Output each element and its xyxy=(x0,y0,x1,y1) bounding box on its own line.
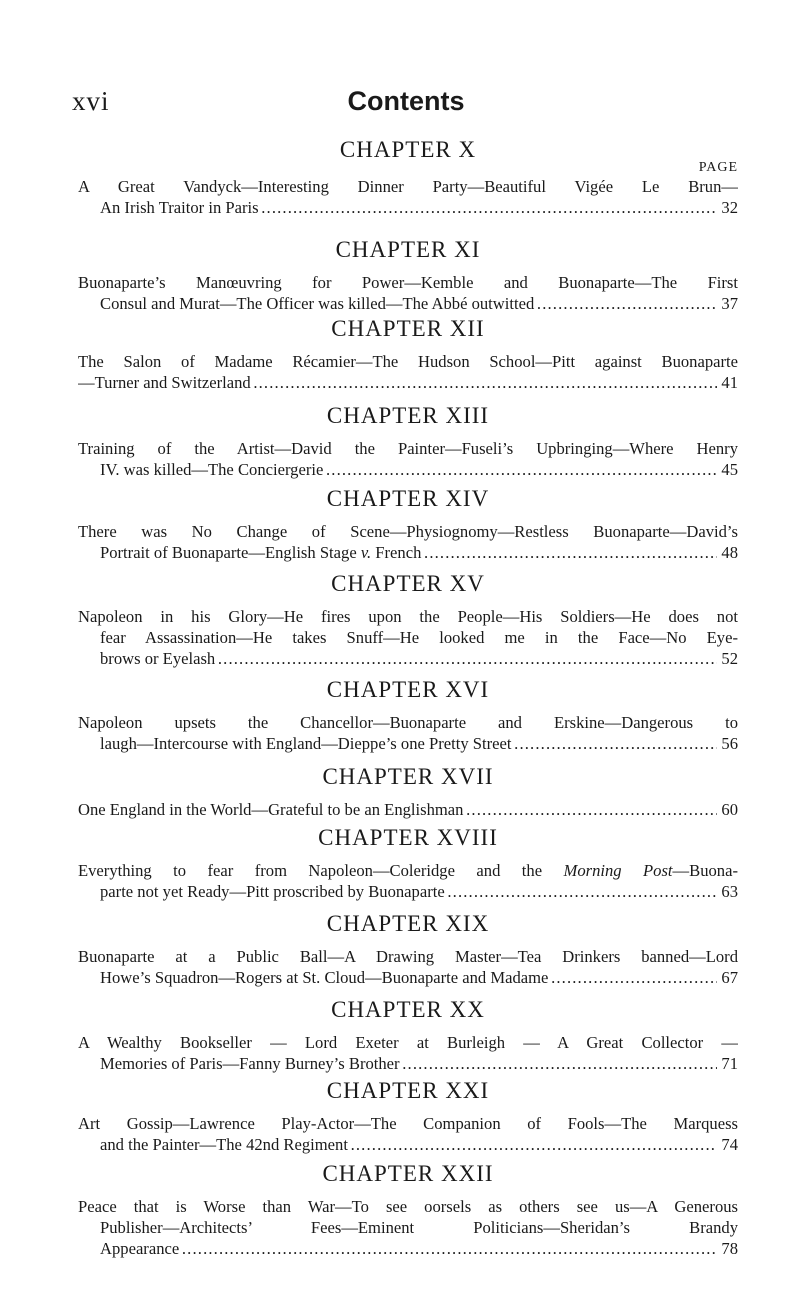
chapter-xiii xyxy=(78,402,738,480)
chapter-heading: CHAPTER XIX xyxy=(326,911,490,936)
summary-line: A Wealthy Bookseller — Lord Exeter at Burleigh — A Great Collector — xyxy=(78,1033,738,1052)
page-number: 32 xyxy=(717,197,738,218)
page-title: Contents xyxy=(347,86,465,116)
chapter-x xyxy=(78,136,738,218)
summary-line: There was No Change of Scene—Physiognomy—Restless Buonaparte—David’s xyxy=(78,522,738,541)
chapter-xix xyxy=(78,910,738,988)
summary-line: The Salon of Madame Récamier—The Hudson School—Pitt against Buonaparte xyxy=(78,352,738,371)
chapter-summary xyxy=(78,1032,738,1074)
chapter-summary xyxy=(78,438,738,480)
page-number: 74 xyxy=(717,1134,738,1155)
chapter-heading: CHAPTER XVII xyxy=(322,764,494,789)
summary-line: Buonaparte’s Manœuvring for Power—Kemble and Buonaparte—The First xyxy=(78,273,738,292)
summary-line: Publisher—Architects’ Fees—Eminent Politicians—Sheridan’s Brandy xyxy=(100,1218,738,1237)
chapter-xi xyxy=(78,236,738,314)
page-number: 48 xyxy=(717,542,738,563)
summary-line: Peace that is Worse than War—To see oorsels as others see us—A Generous xyxy=(78,1197,738,1216)
chapter-summary xyxy=(78,606,738,669)
page-number: 67 xyxy=(717,967,738,988)
chapter-summary xyxy=(78,272,738,314)
chapter-heading: CHAPTER XI xyxy=(335,237,481,262)
chapter-summary xyxy=(78,946,738,988)
page-number: 78 xyxy=(717,1238,738,1259)
chapter-xxi xyxy=(78,1077,738,1155)
chapter-heading: CHAPTER XVI xyxy=(326,677,490,702)
chapter-summary xyxy=(78,1113,738,1155)
summary-line: fear Assassination—He takes Snuff—He looked me in the Face—No Eye- xyxy=(100,628,738,647)
chapter-heading: CHAPTER XIII xyxy=(326,403,490,428)
chapter-xiv xyxy=(78,485,738,563)
page-number: 52 xyxy=(717,648,738,669)
summary-last-line: Consul and Murat—The Officer was killed—The Abbé outwitted . . . 37 xyxy=(78,293,738,314)
chapter-heading: CHAPTER XVIII xyxy=(318,825,498,850)
page-number: 60 xyxy=(717,799,738,820)
summary-line: Napoleon in his Glory—He fires upon the People—His Soldiers—He does not xyxy=(78,607,738,626)
chapter-summary xyxy=(78,799,738,820)
chapter-summary xyxy=(78,351,738,393)
running-head xyxy=(72,86,740,126)
summary-last-line: IV. was killed—The Conciergerie . . . 45 xyxy=(78,459,738,480)
chapter-xvii xyxy=(78,763,738,820)
summary-last-line: and the Painter—The 42nd Regiment . . . 74 xyxy=(78,1134,738,1155)
chapter-heading: CHAPTER XXI xyxy=(326,1078,490,1103)
chapter-xx xyxy=(78,996,738,1074)
summary-last-line: Howe’s Squadron—Rogers at St. Cloud—Buonaparte and Madame . . . 67 xyxy=(78,967,738,988)
page-number: 56 xyxy=(717,733,738,754)
summary-last-line: An Irish Traitor in Paris . . . 32 xyxy=(78,197,738,218)
chapter-xvi xyxy=(78,676,738,754)
chapter-xv xyxy=(78,570,738,669)
summary-last-line: Portrait of Buonaparte—English Stage v. French . . . 48 xyxy=(78,542,738,563)
summary-last-line: Memories of Paris—Fanny Burney’s Brother . . . 71 xyxy=(78,1053,738,1074)
chapter-heading: CHAPTER XV xyxy=(331,571,485,596)
chapter-summary xyxy=(78,860,738,902)
chapter-heading: CHAPTER XII xyxy=(331,316,485,341)
page-column-label: PAGE xyxy=(698,160,738,175)
page-number: 37 xyxy=(717,293,738,314)
chapter-heading: CHAPTER XX xyxy=(331,997,485,1022)
chapter-xviii xyxy=(78,824,738,902)
chapter-xii xyxy=(78,315,738,393)
chapter-summary xyxy=(78,521,738,563)
chapter-summary xyxy=(78,712,738,754)
summary-line: A Great Vandyck—Interesting Dinner Party—Beautiful Vigée Le Brun— xyxy=(78,177,738,196)
summary-last-line: Appearance . . . 78 xyxy=(78,1238,738,1259)
summary-line: Buonaparte at a Public Ball—A Drawing Master—Tea Drinkers banned—Lord xyxy=(78,947,738,966)
summary-last-line: parte not yet Ready—Pitt proscribed by Buonaparte . . . 63 xyxy=(78,881,738,902)
summary-last-line: —Turner and Switzerland . . . 41 xyxy=(78,372,738,393)
summary-last-line: One England in the World—Grateful to be an Englishman . . . 60 xyxy=(78,799,738,820)
summary-line: Everything to fear from Napoleon—Coleridge and the Morning Post—Buona- xyxy=(78,861,738,880)
summary-line: Napoleon upsets the Chancellor—Buonaparte and Erskine—Dangerous to xyxy=(78,713,738,732)
chapter-summary xyxy=(78,176,738,218)
summary-last-line: brows or Eyelash . . . 52 xyxy=(78,648,738,669)
chapter-summary xyxy=(78,1196,738,1259)
page-folio: xvi xyxy=(72,86,110,116)
chapter-xxii xyxy=(78,1160,738,1259)
chapter-heading: CHAPTER X xyxy=(339,137,477,162)
summary-line: Art Gossip—Lawrence Play-Actor—The Companion of Fools—The Marquess xyxy=(78,1114,738,1133)
page-number: 71 xyxy=(717,1053,738,1074)
page-number: 63 xyxy=(717,881,738,902)
summary-line: Training of the Artist—David the Painter—Fuseli’s Upbringing—Where Henry xyxy=(78,439,738,458)
page-number: 45 xyxy=(717,459,738,480)
page-number: 41 xyxy=(717,372,738,393)
summary-last-line: laugh—Intercourse with England—Dieppe’s one Pretty Street . . . 56 xyxy=(78,733,738,754)
chapter-heading: CHAPTER XXII xyxy=(322,1161,494,1186)
chapter-heading: CHAPTER XIV xyxy=(326,486,490,511)
